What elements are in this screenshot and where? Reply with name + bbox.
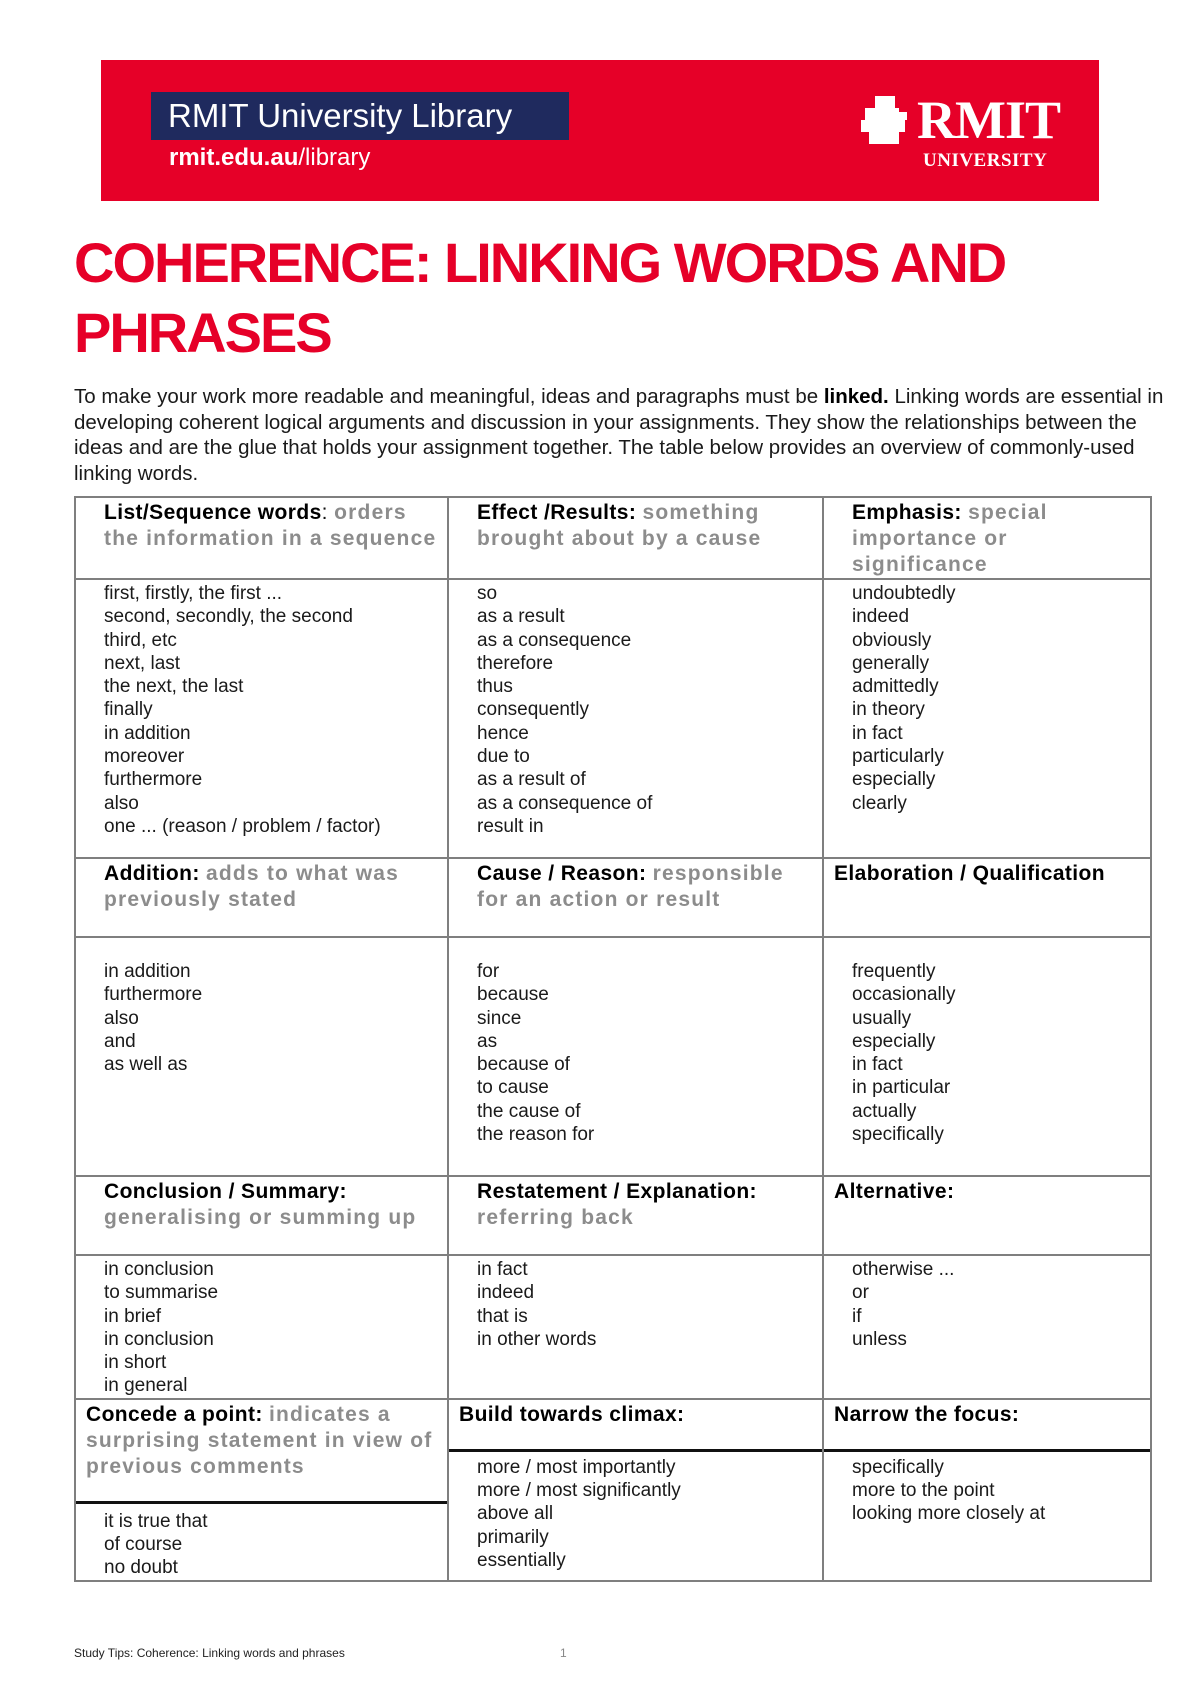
- section-description: responsible for an action or result: [477, 862, 784, 911]
- linking-word: generally: [852, 652, 930, 674]
- linking-words-table: [74, 496, 1152, 1582]
- linking-word: particularly: [852, 746, 944, 768]
- linking-word: or: [852, 1282, 869, 1304]
- linking-word: as well as: [104, 1054, 188, 1076]
- linking-word: as a result: [477, 606, 565, 628]
- linking-word: in fact: [852, 1054, 903, 1076]
- linking-word: essentially: [477, 1549, 566, 1571]
- section-header: [824, 1400, 1150, 1452]
- header-banner: [101, 60, 1099, 201]
- page-number: 1: [560, 1646, 567, 1660]
- table-row: [75, 937, 1151, 1176]
- table-row: [75, 497, 1151, 579]
- linking-word: first, firstly, the first ...: [104, 583, 283, 604]
- linking-word: usually: [852, 1007, 912, 1029]
- intro-paragraph: [74, 384, 1164, 486]
- section-header: [823, 497, 1151, 579]
- linking-word: as a result of: [477, 769, 586, 791]
- words-cell: [448, 1255, 823, 1399]
- words-cell: [448, 937, 823, 1176]
- section-label: Cause / Reason:: [477, 862, 647, 885]
- section-label: List/Sequence words: [104, 501, 322, 524]
- linking-word: as a consequence of: [477, 792, 653, 814]
- footer-text: Study Tips: Coherence: Linking words and phrases: [74, 1646, 345, 1660]
- linking-word: to cause: [477, 1077, 549, 1099]
- page-title: COHERENCE: LINKING WORDS AND PHRASES: [74, 231, 1006, 364]
- linking-word: specifically: [852, 1124, 944, 1146]
- section-description: referring back: [477, 1206, 634, 1229]
- linking-word: as: [477, 1030, 498, 1052]
- intro-bold-word: linked.: [823, 385, 889, 408]
- linking-word: it is true that: [104, 1510, 208, 1532]
- linking-word: therefore: [477, 652, 554, 674]
- linking-word: more / most importantly: [477, 1456, 676, 1478]
- words-cell: [75, 937, 448, 1176]
- linking-word: thus: [477, 676, 513, 698]
- table-row: [75, 1255, 1151, 1399]
- rmit-pixel-logo-icon: [861, 96, 917, 148]
- linking-word: in fact: [852, 722, 903, 744]
- linking-word: actually: [852, 1100, 917, 1122]
- linking-word: third, etc: [104, 629, 177, 651]
- word-list: [824, 938, 1150, 1146]
- section-description: orders the information in a sequence: [104, 501, 437, 550]
- section-header: [823, 858, 1151, 937]
- section-header: [449, 1400, 822, 1452]
- linking-word: in general: [104, 1375, 188, 1397]
- library-url-path: /library: [298, 144, 371, 171]
- word-list: [449, 1452, 822, 1572]
- table-row: [75, 1399, 1151, 1581]
- word-list: [449, 938, 822, 1146]
- word-list: [824, 580, 1150, 815]
- linking-word: in particular: [852, 1077, 951, 1099]
- section-header: [823, 1176, 1151, 1255]
- word-list: [76, 1504, 447, 1580]
- word-list: [76, 938, 447, 1076]
- linking-word: due to: [477, 746, 530, 768]
- linking-word: and: [104, 1030, 136, 1052]
- linking-word: especially: [852, 1030, 936, 1052]
- linking-word: in brief: [104, 1305, 162, 1327]
- linking-word: second, secondly, the second: [104, 606, 353, 628]
- table-row: [75, 1176, 1151, 1255]
- linking-word: no doubt: [104, 1557, 178, 1579]
- word-list: [449, 580, 822, 838]
- section-label: Restatement / Explanation:: [477, 1180, 757, 1203]
- linking-word: in conclusion: [104, 1259, 214, 1280]
- linking-word: primarily: [477, 1526, 549, 1548]
- linking-word: in short: [104, 1352, 167, 1374]
- section-header: List/Sequence words: orders the information in a sequence: [75, 497, 448, 579]
- linking-word: because: [477, 984, 549, 1006]
- library-name: RMIT University Library: [151, 92, 569, 140]
- linking-word: result in: [477, 815, 544, 837]
- section-header: [75, 858, 448, 937]
- section-description: special importance or significance: [852, 501, 1048, 576]
- climax-cell: [448, 1399, 823, 1581]
- linking-word: for: [477, 961, 500, 982]
- linking-word: obviously: [852, 629, 932, 651]
- linking-word: otherwise ...: [852, 1259, 955, 1280]
- rmit-logo: [861, 90, 1061, 170]
- linking-word: the reason for: [477, 1124, 595, 1146]
- linking-word: because of: [477, 1054, 570, 1076]
- linking-word: indeed: [477, 1282, 535, 1304]
- section-label: Emphasis:: [852, 501, 962, 524]
- linking-word: in addition: [104, 961, 191, 982]
- section-label: Concede a point:: [86, 1402, 263, 1426]
- narrow-focus-cell: [823, 1399, 1151, 1581]
- rmit-wordmark: RMIT: [917, 90, 1060, 150]
- word-list: [76, 1256, 447, 1398]
- words-cell: [75, 1255, 448, 1399]
- linking-word: in fact: [477, 1259, 528, 1280]
- linking-word: the cause of: [477, 1100, 581, 1122]
- concede-cell: [75, 1399, 448, 1581]
- section-header: [76, 1400, 447, 1504]
- section-description: generalising or summing up: [104, 1206, 417, 1229]
- rmit-university-wordmark: UNIVERSITY: [923, 150, 1048, 171]
- section-label: Build towards climax:: [459, 1402, 685, 1426]
- linking-word: furthermore: [104, 769, 203, 791]
- linking-word: undoubtedly: [852, 583, 956, 604]
- section-label: Alternative:: [834, 1180, 955, 1203]
- words-cell: [823, 937, 1151, 1176]
- intro-text-end: Linking words are essential in developing coherent logical arguments and discussion in your assignments. They show the relationships between the ideas and are the glue that holds your assignment together. The table below provides an overview of commonly-used linking words.: [74, 385, 1164, 485]
- linking-word: since: [477, 1007, 522, 1029]
- linking-word: frequently: [852, 961, 936, 982]
- word-list: [76, 580, 447, 838]
- linking-word: next, last: [104, 652, 181, 674]
- words-cell: [823, 1255, 1151, 1399]
- linking-word: also: [104, 1007, 139, 1029]
- words-cell: [448, 579, 823, 858]
- word-list: [824, 1452, 1150, 1526]
- section-label: Narrow the focus:: [834, 1402, 1020, 1426]
- linking-word: more to the point: [852, 1480, 995, 1502]
- linking-word: in theory: [852, 699, 925, 721]
- linking-word: hence: [477, 722, 529, 744]
- linking-word: in conclusion: [104, 1328, 214, 1350]
- linking-word: if: [852, 1305, 862, 1327]
- library-url-domain: rmit.edu.au: [169, 144, 299, 171]
- linking-word: looking more closely at: [852, 1503, 1046, 1525]
- linking-word: indeed: [852, 606, 910, 628]
- linking-word: finally: [104, 699, 153, 721]
- words-cell: [823, 579, 1151, 858]
- linking-word: that is: [477, 1305, 528, 1327]
- section-description: indicates a surprising statement in view of previous comments: [86, 1402, 433, 1478]
- linking-word: also: [104, 792, 139, 814]
- word-list: [824, 1256, 1150, 1351]
- linking-word: of course: [104, 1534, 183, 1556]
- section-label: Conclusion / Summary:: [104, 1180, 347, 1203]
- linking-word: above all: [477, 1503, 554, 1525]
- section-description: adds to what was previously stated: [104, 862, 400, 911]
- linking-word: consequently: [477, 699, 589, 721]
- linking-word: in other words: [477, 1328, 597, 1350]
- linking-word: so: [477, 583, 498, 604]
- linking-word: one ... (reason / problem / factor): [104, 815, 381, 837]
- word-list: [449, 1256, 822, 1351]
- linking-word: unless: [852, 1328, 907, 1350]
- linking-word: clearly: [852, 792, 907, 814]
- table-row: [75, 579, 1151, 858]
- library-url[interactable]: [169, 144, 370, 172]
- linking-word: specifically: [852, 1456, 944, 1478]
- section-header: [75, 1176, 448, 1255]
- linking-word: occasionally: [852, 984, 956, 1006]
- linking-word: more / most significantly: [477, 1480, 681, 1502]
- linking-word: furthermore: [104, 984, 203, 1006]
- linking-word: the next, the last: [104, 676, 244, 698]
- words-cell: [75, 579, 448, 858]
- section-header: [448, 858, 823, 937]
- section-description: something brought about by a cause: [477, 501, 762, 550]
- linking-word: to summarise: [104, 1282, 219, 1304]
- section-label: Elaboration / Qualification: [834, 862, 1105, 885]
- section-label: Addition:: [104, 862, 200, 885]
- section-header: [448, 497, 823, 579]
- linking-word: as a consequence: [477, 629, 632, 651]
- intro-text-start: To make your work more readable and meaningful, ideas and paragraphs must be: [74, 385, 824, 408]
- section-header: [448, 1176, 823, 1255]
- linking-word: moreover: [104, 746, 185, 768]
- section-label: Effect /Results:: [477, 501, 637, 524]
- table-row: [75, 858, 1151, 937]
- linking-word: in addition: [104, 722, 191, 744]
- linking-word: especially: [852, 769, 936, 791]
- linking-word: admittedly: [852, 676, 939, 698]
